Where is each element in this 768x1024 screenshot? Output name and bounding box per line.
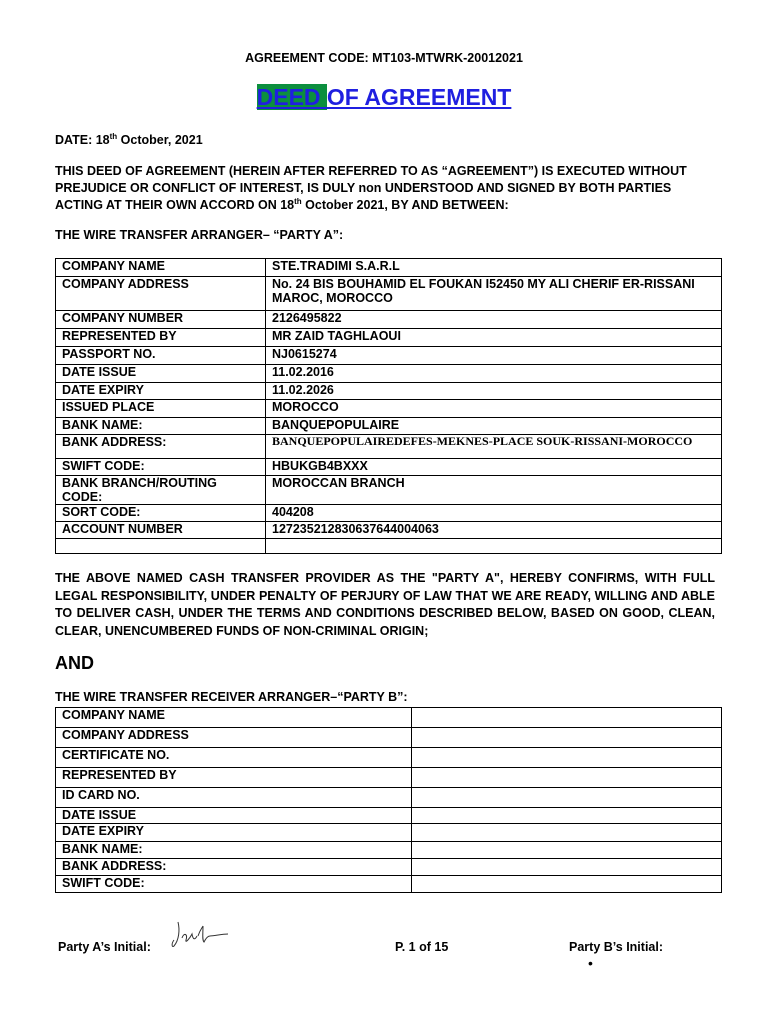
party-a-label: SORT CODE:: [56, 505, 266, 522]
party-a-value: [266, 539, 722, 554]
party-b-table: [55, 707, 722, 893]
party-a-label: DATE ISSUE: [56, 365, 266, 383]
party-b-heading: THE WIRE TRANSFER RECEIVER ARRANGER–“PARTY B”:: [55, 690, 408, 704]
party-a-row: [56, 347, 722, 365]
and-label: AND: [55, 653, 94, 673]
party-a-value: MR ZAID TAGHLAOUI: [266, 329, 722, 347]
party-b-row: [56, 859, 722, 876]
party-b-row: [56, 788, 722, 808]
party-b-label: BANK NAME:: [56, 842, 412, 859]
party-a-label: COMPANY ADDRESS: [56, 277, 266, 311]
date-line: [55, 133, 203, 147]
party-a-row: [56, 476, 722, 505]
party-b-label: DATE EXPIRY: [56, 824, 412, 842]
party-b-label: ID CARD NO.: [56, 788, 412, 808]
agreement-code: AGREEMENT CODE: MT103-MTWRK-20012021: [245, 51, 523, 65]
party-b-value-field[interactable]: [412, 824, 722, 842]
page-number: P. 1 of 15: [395, 940, 449, 954]
party-a-value: HBUKGB4BXXX: [266, 459, 722, 476]
party-b-value-field[interactable]: [412, 768, 722, 788]
party-b-label: REPRESENTED BY: [56, 768, 412, 788]
party-b-value-field[interactable]: [412, 842, 722, 859]
party-a-label: COMPANY NUMBER: [56, 311, 266, 329]
party-a-row: [56, 400, 722, 418]
party-b-value-field[interactable]: [412, 788, 722, 808]
party-b-value-field[interactable]: [412, 748, 722, 768]
party-b-value-field[interactable]: [412, 876, 722, 893]
party-a-heading: THE WIRE TRANSFER ARRANGER– “PARTY A”:: [55, 228, 344, 242]
party-a-label: BANK BRANCH/ROUTING CODE:: [56, 476, 266, 505]
party-a-value: 404208: [266, 505, 722, 522]
title-rest: OF AGREEMENT: [326, 84, 512, 110]
party-b-row: [56, 808, 722, 824]
party-b-label: COMPANY ADDRESS: [56, 728, 412, 748]
party-a-table: [55, 258, 722, 554]
party-a-row: [56, 539, 722, 554]
party-b-value-field[interactable]: [412, 708, 722, 728]
party-b-row: [56, 728, 722, 748]
party-a-row: [56, 365, 722, 383]
party-b-label: SWIFT CODE:: [56, 876, 412, 893]
party-a-value: 11.02.2016: [266, 365, 722, 383]
party-a-signature: [170, 920, 230, 955]
party-b-value-field[interactable]: [412, 808, 722, 824]
party-a-value: No. 24 BIS BOUHAMID EL FOUKAN I52450 MY ALI CHERIF ER-RISSANI MAROC, MOROCCO: [266, 277, 722, 311]
date-prefix: DATE: 18: [55, 133, 110, 147]
party-a-label: DATE EXPIRY: [56, 383, 266, 400]
party-a-label: [56, 539, 266, 554]
party-a-value: STE.TRADIMI S.A.R.L: [266, 259, 722, 277]
party-a-label: ISSUED PLACE: [56, 400, 266, 418]
party-a-value: MOROCCO: [266, 400, 722, 418]
party-a-label: BANK NAME:: [56, 418, 266, 435]
party-b-initial-label: Party B’s Initial:: [569, 940, 664, 954]
party-a-label: REPRESENTED BY: [56, 329, 266, 347]
party-a-row: [56, 311, 722, 329]
party-a-row: [56, 259, 722, 277]
party-a-row: [56, 329, 722, 347]
intro-sup: th: [294, 196, 302, 206]
party-a-value: NJ0615274: [266, 347, 722, 365]
bullet-dot: •: [588, 955, 593, 971]
party-b-row: [56, 824, 722, 842]
party-a-label: PASSPORT NO.: [56, 347, 266, 365]
party-a-row: [56, 418, 722, 435]
party-b-row: [56, 768, 722, 788]
party-a-value: BANQUEPOPULAIRE: [266, 418, 722, 435]
party-b-value-field[interactable]: [412, 728, 722, 748]
party-b-value-field[interactable]: [412, 859, 722, 876]
intro-paragraph: [55, 163, 715, 214]
party-b-label: DATE ISSUE: [56, 808, 412, 824]
party-b-label: CERTIFICATE NO.: [56, 748, 412, 768]
party-a-initial-label: Party A’s Initial:: [58, 940, 151, 954]
party-b-label: BANK ADDRESS:: [56, 859, 412, 876]
date-suffix: October, 2021: [117, 133, 203, 147]
confirmation-paragraph: THE ABOVE NAMED CASH TRANSFER PROVIDER AS THE "PARTY A", HEREBY CONFIRMS, WITH FULL LEGAL RESPONSIBILITY, UNDER PENALTY OF PERJURY OF LAW THAT WE ARE READY, WILLING AND ABLE TO DELIVER CASH, UNDER THE TERMS AND CONDITIONS DESCRIBED BELOW, BASED ON GOOD, CLEAN, CLEAR, UNENCUMBERED FUNDS OF NON-CRIMINAL ORIGIN;: [55, 571, 715, 638]
party-a-value: 2126495822: [266, 311, 722, 329]
date-sup: th: [109, 131, 118, 141]
party-a-label: SWIFT CODE:: [56, 459, 266, 476]
party-a-label: ACCOUNT NUMBER: [56, 522, 266, 539]
party-a-row: [56, 522, 722, 539]
party-a-row: [56, 383, 722, 400]
party-a-row: [56, 505, 722, 522]
party-b-row: [56, 842, 722, 859]
party-a-value: BANQUEPOPULAIREDEFES-MEKNES-PLACE SOUK-RISSANI-MOROCCO: [266, 435, 722, 459]
party-b-row: [56, 876, 722, 893]
party-a-row: [56, 459, 722, 476]
intro-part1: THIS DEED OF AGREEMENT (HEREIN AFTER REFERRED TO AS “AGREEMENT”) IS EXECUTED WITHOUT PREJUDICE OR CONFLICT OF INTEREST, IS DULY non UNDERSTOOD AND SIGNED BY BOTH PARTIES ACTING AT THEIR OWN ACCORD ON 18: [55, 164, 687, 212]
party-a-row: [56, 435, 722, 459]
party-a-row: [56, 277, 722, 311]
party-a-value: 127235212830637644004063: [266, 522, 722, 539]
party-a-value: MOROCCAN BRANCH: [266, 476, 722, 505]
party-a-value: 11.02.2026: [266, 383, 722, 400]
party-b-row: [56, 748, 722, 768]
party-a-label: BANK ADDRESS:: [56, 435, 266, 459]
intro-part2: October 2021, BY AND BETWEEN:: [301, 198, 509, 212]
party-b-row: [56, 708, 722, 728]
party-b-label: COMPANY NAME: [56, 708, 412, 728]
page-title: [0, 84, 768, 111]
party-a-label: COMPANY NAME: [56, 259, 266, 277]
title-highlight: DEED: [256, 84, 327, 110]
